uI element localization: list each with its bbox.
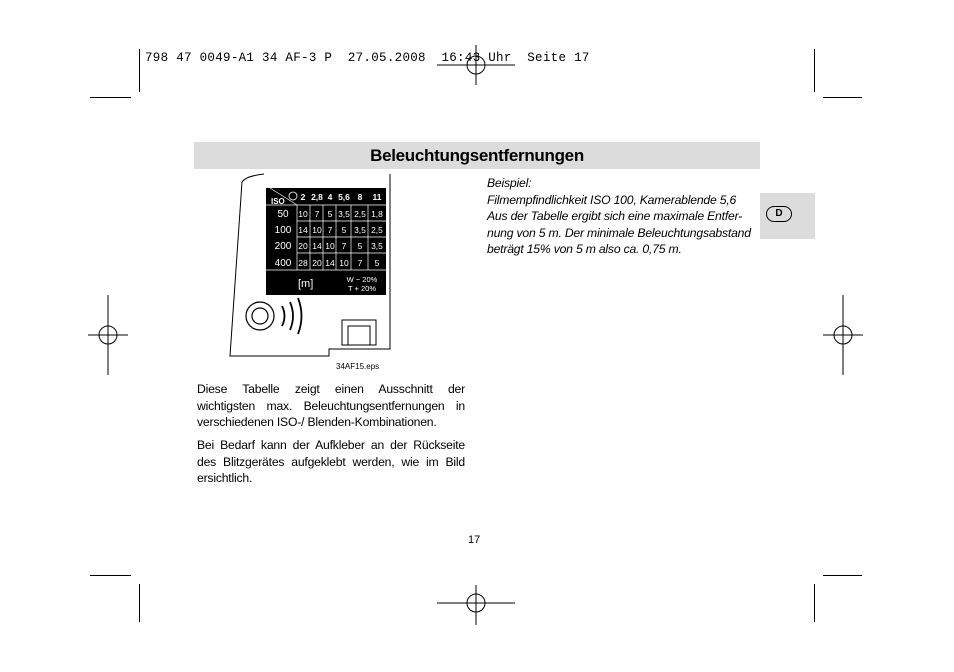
distance-cell: 2,5 bbox=[354, 209, 366, 219]
distance-cell: 5 bbox=[374, 258, 380, 268]
iso-label: ISO bbox=[271, 197, 285, 206]
crop-mark bbox=[814, 584, 815, 622]
figure-caption: 34AF15.eps bbox=[336, 362, 380, 371]
crop-mark bbox=[814, 49, 815, 92]
unit-label: [m] bbox=[298, 278, 314, 290]
paragraph-table-description: Diese Tabelle zeigt einen Ausschnitt der wichtigsten max. Beleuchtungsentfernungen in verschiedenen ISO-/ Blenden-Kombinationen. bbox=[197, 382, 465, 429]
example-line: Filmempfindlichkeit ISO 100, Kamerablende 5,6 bbox=[487, 192, 737, 207]
language-badge: D bbox=[766, 206, 792, 222]
section-title: Beleuchtungsentfernungen bbox=[370, 146, 584, 165]
distance-cell: 3,5 bbox=[354, 225, 366, 235]
signal-wave-icon bbox=[282, 306, 285, 326]
example-line: beträgt 15% von 5 m also ca. 0,75 m. bbox=[487, 242, 682, 256]
registration-mark-icon bbox=[823, 295, 863, 375]
aperture-value: 4 bbox=[327, 192, 333, 202]
correction-wide: W − 20% bbox=[346, 275, 378, 284]
distance-cell: 1,8 bbox=[371, 209, 383, 219]
sensor-icon bbox=[246, 302, 274, 330]
page-number: 17 bbox=[468, 534, 481, 546]
registration-mark-icon bbox=[88, 295, 128, 375]
crop-mark bbox=[90, 575, 131, 576]
distance-cell: 20 bbox=[298, 241, 308, 251]
language-tab bbox=[760, 193, 815, 239]
flash-sticker-figure bbox=[226, 170, 396, 362]
aperture-value: 11 bbox=[372, 192, 382, 202]
crop-mark bbox=[139, 584, 140, 622]
distance-cell: 20 bbox=[312, 258, 322, 268]
distance-cell: 10 bbox=[339, 258, 349, 268]
example-line: Aus der Tabelle ergibt sich eine maximale Entfer- bbox=[487, 209, 743, 223]
aperture-value: 2 bbox=[300, 192, 306, 202]
distance-cell: 5 bbox=[327, 209, 333, 219]
distance-cell: 5 bbox=[357, 241, 363, 251]
iso-value: 200 bbox=[274, 241, 292, 252]
distance-cell: 10 bbox=[312, 225, 322, 235]
distance-cell: 2,5 bbox=[371, 225, 383, 235]
crop-mark bbox=[823, 97, 862, 98]
crop-mark bbox=[90, 97, 131, 98]
distance-cell: 7 bbox=[357, 258, 363, 268]
distance-cell: 3,5 bbox=[338, 209, 350, 219]
crop-mark bbox=[139, 49, 140, 92]
distance-cell: 28 bbox=[298, 258, 308, 268]
distance-cell: 10 bbox=[325, 241, 335, 251]
distance-cell: 14 bbox=[298, 225, 308, 235]
print-header: 798 47 0049-A1 34 AF-3 P 27.05.2008 16:43 Uhr Seite 17 bbox=[145, 51, 590, 65]
aperture-value: 2,8 bbox=[311, 192, 323, 202]
example-block bbox=[487, 175, 759, 258]
example-line: nung von 5 m. Der minimale Beleuchtungsabstand bbox=[487, 225, 751, 240]
section-title-bar bbox=[194, 142, 760, 169]
distance-cell: 3,5 bbox=[371, 241, 383, 251]
distance-cell: 14 bbox=[325, 258, 335, 268]
battery-latch bbox=[342, 320, 376, 345]
distance-cell: 7 bbox=[341, 241, 347, 251]
distance-cell: 7 bbox=[314, 209, 320, 219]
aperture-value: 8 bbox=[357, 192, 363, 202]
iso-value: 100 bbox=[274, 225, 292, 236]
distance-cell: 5 bbox=[341, 225, 347, 235]
distance-cell: 7 bbox=[327, 225, 333, 235]
crop-mark bbox=[823, 575, 862, 576]
aperture-value: 5,6 bbox=[338, 192, 350, 202]
paragraph-sticker-note: Bei Bedarf kann der Aufkleber an der Rückseite des Blitzgerätes aufgeklebt werden, wie im Bild ersichtlich. bbox=[197, 438, 465, 485]
correction-tele: T + 20% bbox=[347, 284, 377, 293]
registration-mark-icon bbox=[437, 585, 515, 625]
distance-cell: 14 bbox=[312, 241, 322, 251]
example-label: Beispiel: bbox=[487, 176, 532, 190]
iso-value: 400 bbox=[274, 258, 292, 269]
iso-value: 50 bbox=[277, 209, 289, 220]
distance-cell: 10 bbox=[298, 209, 308, 219]
